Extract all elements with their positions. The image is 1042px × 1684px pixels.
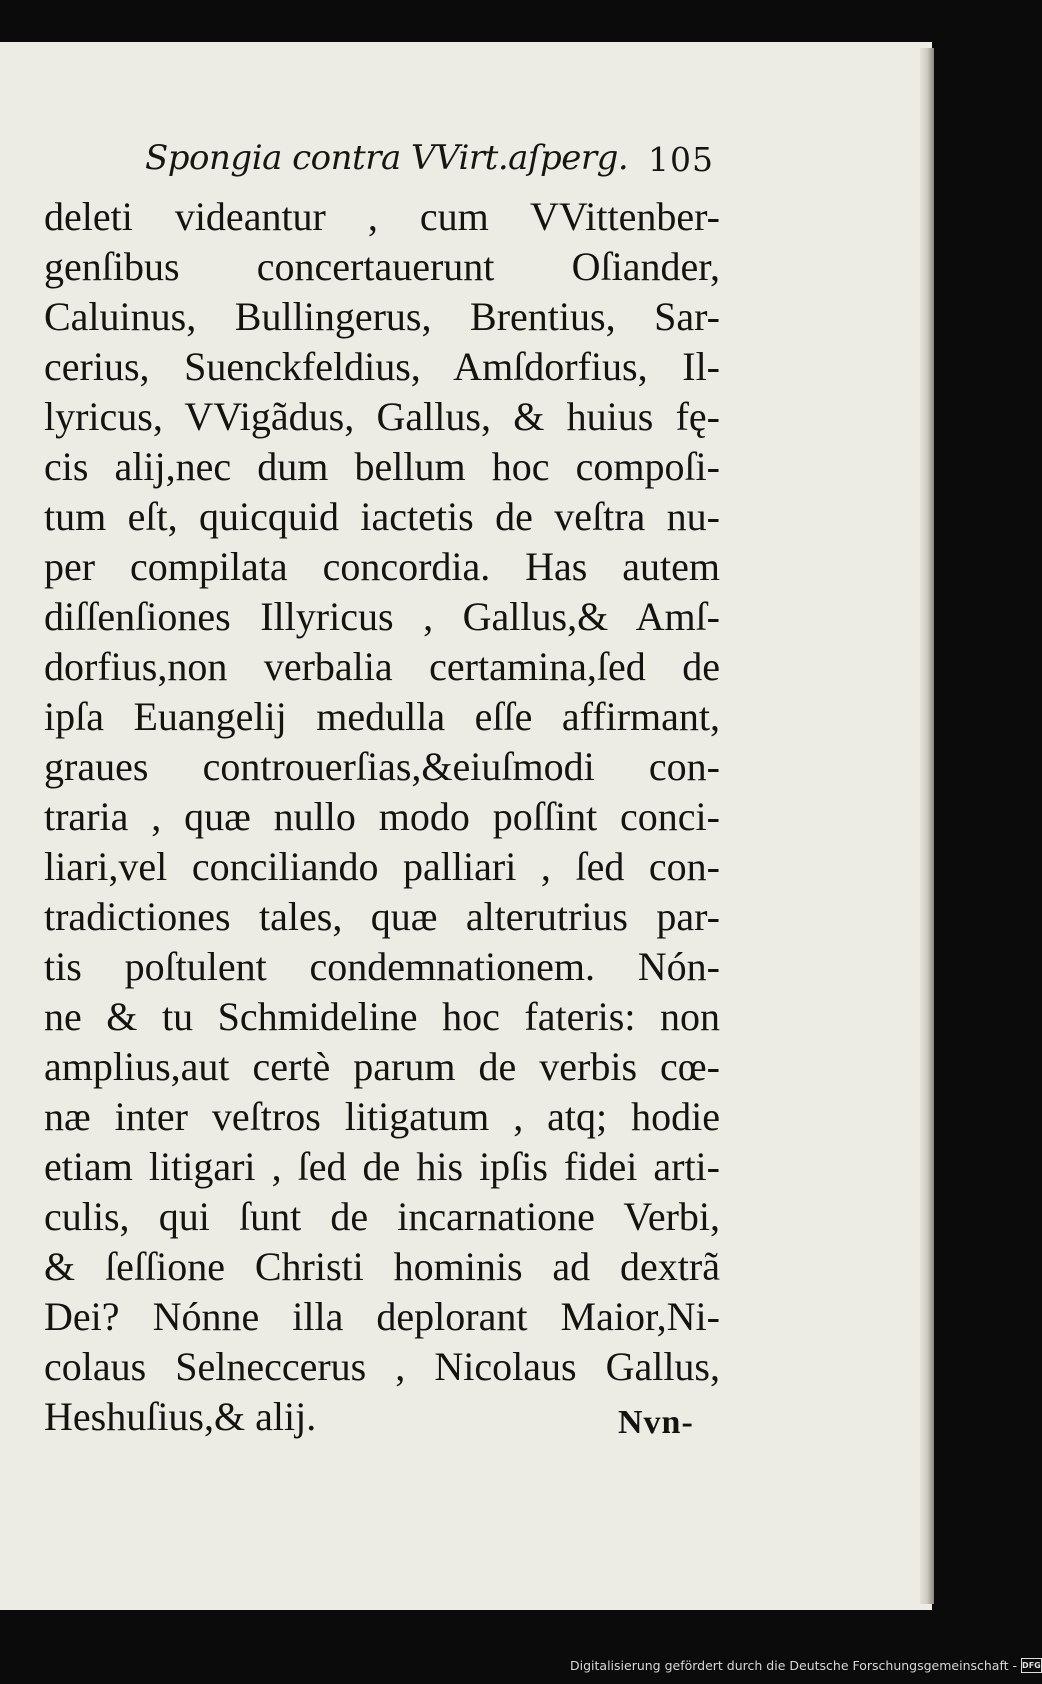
running-header: Spongia contra VVirt.aſperg.	[145, 138, 629, 178]
text-line: culis, qui ſunt de incarnatione Verbi,	[44, 1194, 720, 1239]
text-line: etiam litigari , ſed de his ipſis fidei arti-	[44, 1144, 720, 1189]
text-line: næ inter veſtros litigatum , atq; hodie	[44, 1094, 720, 1139]
text-line: graues controuerſias,&eiuſmodi con-	[44, 744, 720, 789]
text-line: colaus Selneccerus , Nicolaus Gallus,	[44, 1344, 720, 1389]
catchword: Nvn-	[618, 1404, 694, 1441]
text-line: lyricus, VVigãdus, Gallus, & huius fę-	[44, 394, 720, 439]
footer-text: Digitalisierung gefördert durch die Deutsche Forschungsgemeinschaft -	[570, 1657, 1018, 1673]
text-line: Heshuſius,& alij.	[44, 1394, 317, 1439]
text-line: cerius, Suenckfeldius, Amſdorfius, Il-	[44, 344, 720, 389]
footer-credit	[570, 1652, 1041, 1678]
text-line: dorfius,non verbalia certamina,ſed de	[44, 644, 720, 689]
text-line: genſibus concertauerunt Oſiander,	[44, 244, 720, 289]
text-line: tum eſt, quicquid iactetis de veſtra nu-	[44, 494, 720, 539]
page-edge	[920, 48, 934, 1604]
text-line: Caluinus, Bullingerus, Brentius, Sar-	[44, 294, 720, 339]
text-line: amplius,aut certè parum de verbis cœ-	[44, 1044, 720, 1089]
text-line: traria , quæ nullo modo poſſint conci-	[44, 794, 720, 839]
text-line: diſſenſiones Illyricus , Gallus,& Amſ-	[44, 594, 720, 639]
text-line: per compilata concordia. Has autem	[44, 544, 720, 589]
text-line: tradictiones tales, quæ alterutrius par-	[44, 894, 720, 939]
text-line: tis poſtulent condemnationem. Nón-	[44, 944, 720, 989]
body-text	[44, 192, 720, 1442]
text-line: deleti videantur , cum VVittenber-	[44, 194, 720, 239]
text-line: & ſeſſione Christi hominis ad dextrã	[44, 1244, 720, 1289]
dfg-logo-icon: DFG	[1021, 1658, 1042, 1673]
text-line: liari,vel conciliando palliari , ſed con-	[44, 844, 720, 889]
text-line: cis alij,nec dum bellum hoc compoſi-	[44, 444, 720, 489]
page-number: 105	[648, 140, 714, 179]
text-line: Dei? Nónne illa deplorant Maior,Ni-	[44, 1294, 720, 1339]
text-line: ne & tu Schmideline hoc fateris: non	[44, 994, 720, 1039]
text-line: ipſa Euangelij medulla eſſe affirmant,	[44, 694, 720, 739]
